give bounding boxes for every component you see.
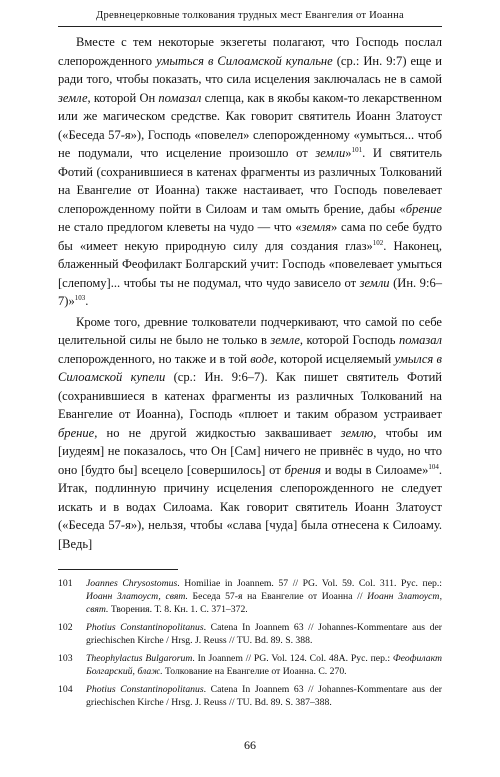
italic-run: Иоанн Златоуст, свят. (86, 591, 188, 602)
text-run: не стало предлогом клеветы на чудо — что « (58, 220, 302, 234)
text-run: Кроме того, древние толкователи подчеркивают, что самой по себе целительной силы не было не только в (58, 314, 442, 347)
footnote-ref-103[interactable]: 103 (74, 293, 86, 302)
text-run: . Итак, подлинную причину исцеления слепорожденного не следует искать и в водах Силоама. Как говорит святитель Иоанн Златоуст («Беседа 57-я»), нельзя, чтобы «слава [чуда] была отнесена к Силоаму. [Ведь] (58, 462, 443, 551)
italic-run: землю (340, 425, 374, 440)
italic-run: воде (250, 351, 274, 366)
running-header: Древнецерковные толкования трудных мест Евангелия от Иоанна (58, 10, 442, 27)
text-run: (Ин. 9:6–7)» (58, 275, 442, 308)
footnote-number: 104 (58, 684, 73, 695)
text-run: Толкование на Евангелие от Иоанна. С. 270. (162, 666, 347, 677)
italic-run: земле (58, 90, 88, 105)
footnote-number: 102 (58, 622, 73, 633)
text-run: . Наконец, блаженный Феофилакт Болгарский учит: Господь «повелевает умыться [слепому]... чтобы ты не подумал, что чудо зависело от (58, 238, 442, 290)
footnote-102 (58, 621, 442, 647)
footnote-divider (58, 569, 178, 570)
italic-run: брение (58, 425, 95, 440)
text-run: . Homiliae in Joannem. 57 // PG. Vol. 59. Col. 311. Рус. пер.: (177, 578, 442, 589)
italic-run: Joannes Chrysostomus (86, 578, 178, 589)
text-run: Творения. Т. 8. Кн. 1. С. 371–372. (108, 604, 248, 615)
text-run: и воды в Силоаме» (321, 462, 429, 477)
footnote-ref-102[interactable]: 102 (372, 238, 384, 247)
text-run: слепца, как в якобы каком-то лекарственном или же магическом средстве. Как говорит святитель Иоанн Златоуст («Беседа 57-я»), Господь «повелел» слепорожденному «умыться... чтоб не подумали, что исцеление произошло от (58, 90, 442, 160)
italic-run: Феофилакт Болгарский, блаж. (86, 653, 442, 677)
footnote-number: 103 (58, 653, 73, 664)
footnote-104 (58, 683, 442, 709)
text-run: . Catena In Joannem 63 // Johannes-Kommentare aus der griechischen Kirche / Hrsg. J. Reuss // TU. Bd. 89. S. 388. (86, 622, 442, 646)
text-run: Вместе с тем некоторые экзегеты полагают, что Господь послал слепорожденного (58, 35, 442, 68)
text-run: » (345, 146, 352, 160)
italic-run: земли (359, 275, 390, 290)
text-run: , которой Господь (299, 333, 399, 347)
italic-run: земли (315, 146, 346, 160)
text-run: , чтобы им [иудеям] не показалось, что Он [Сам] ничего не привнёс в чудо, но что оно [будто бы] всецело [совершилось] от (58, 425, 443, 477)
italic-run: Theophylactus Bulgarorum (86, 653, 193, 664)
text-run: (ср.: Ин. 9:7) еще и ради того, чтобы показать, что сила исцеления заключалась не в самой (58, 53, 443, 86)
footnote-ref-101[interactable]: 101 (351, 145, 363, 154)
text-run: . И святитель Фотий (сохранившиеся в катенах фрагменты из различных Толкований на Евангелие от Иоанна) также настаивает, что Господь повелевает слепорожденному пойти в Силоам и там омыть брение, дабы « (58, 146, 442, 216)
text-run: . Catena In Joannem 63 // Johannes-Kommentare aus der griechischen Kirche / Hrsg. J. Reuss // TU. Bd. 89. S. 387–388. (86, 684, 442, 708)
text-run: Беседа 57-я на Евангелие от Иоанна // (187, 591, 368, 602)
italic-run: Photius Constantinopolitanus (86, 622, 204, 633)
main-text (58, 33, 442, 553)
footnote-text (86, 652, 442, 678)
italic-run: Иоанн Златоуст, свят. (86, 591, 442, 615)
italic-run: умылся в Силоамской купели (58, 351, 442, 384)
italic-run: умыться в Силоамской купальне (156, 53, 333, 68)
footnote-101 (58, 577, 442, 616)
footnote-number: 101 (58, 578, 73, 589)
text-run: (ср.: Ин. 9:6–7). Как пишет святитель Фотий (сохранившиеся в катенах фрагменты из различных Толкований на Евангелие от Иоанна), Господь «плюет и таким образом устраивает (58, 370, 442, 421)
footnote-text (86, 621, 442, 647)
footnotes (58, 577, 442, 709)
text-run: . In Joannem // PG. Vol. 124. Col. 48A. Рус. пер.: (192, 653, 393, 664)
text-run: , но не другой жидкостью заквашивает (94, 425, 341, 440)
paragraph-2 (58, 313, 442, 554)
italic-run: брение (405, 201, 442, 216)
italic-run: помазал (399, 333, 442, 347)
text-run: . (85, 294, 89, 308)
footnote-ref-104[interactable]: 104 (428, 462, 439, 471)
footnote-text (86, 577, 442, 616)
page-number: 66 (244, 738, 256, 752)
footnote-text (86, 683, 442, 709)
italic-run: земле (270, 333, 300, 347)
italic-run: земля (301, 220, 332, 234)
footnote-103 (58, 652, 442, 678)
italic-run: Photius Constantinopolitanus (86, 684, 204, 695)
italic-run: брения (284, 462, 322, 477)
text-run: » сама по себе будто бы «имеет некую природную силу для создания глаз» (58, 220, 442, 253)
italic-run: помазал (158, 90, 202, 105)
text-run: , которой Он (87, 90, 159, 105)
text-run: слепорожденного, но также и в той (58, 351, 251, 366)
text-run: , которой исцеляемый (273, 351, 395, 366)
paragraph-1 (58, 33, 442, 311)
